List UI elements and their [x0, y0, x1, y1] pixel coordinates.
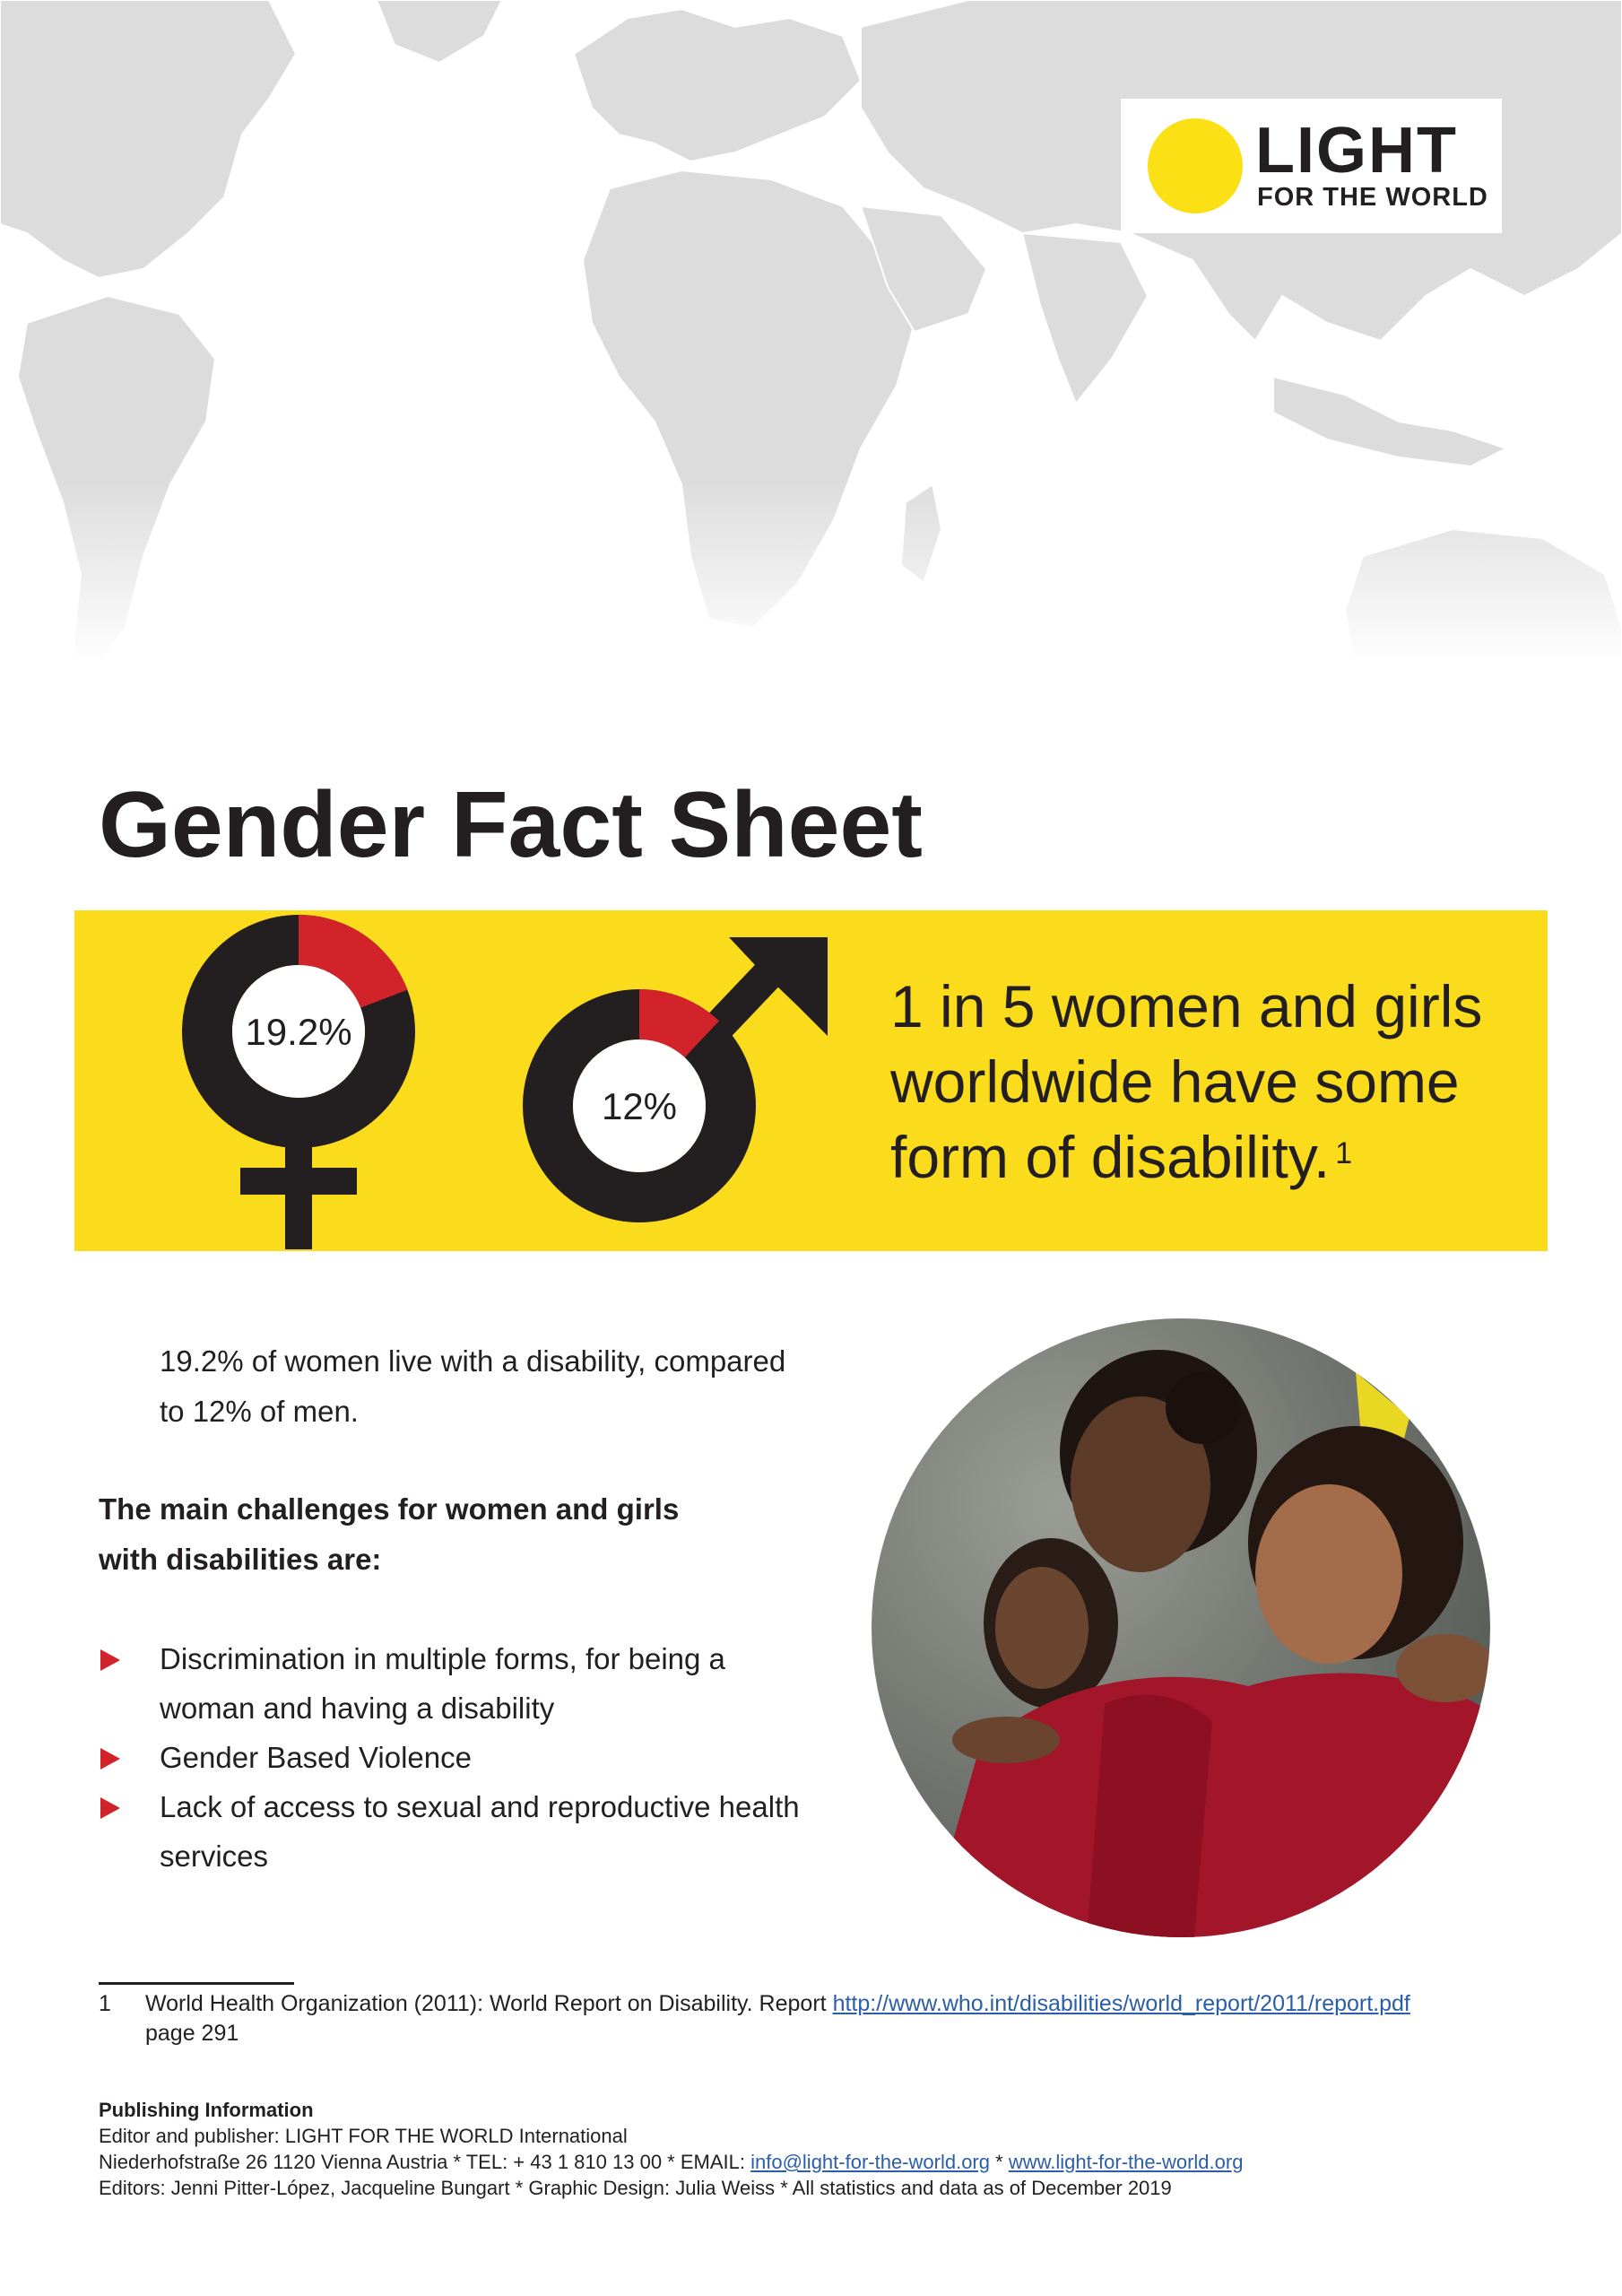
- list-item: [99, 1634, 816, 1733]
- footnote-ref[interactable]: 1: [1335, 1136, 1353, 1170]
- male-symbol-icon: [548, 937, 828, 1197]
- male-percent-label: 12%: [601, 1085, 678, 1127]
- male-disability-arc: [639, 1014, 702, 1039]
- female-symbol-icon: [207, 940, 390, 1249]
- logo-tagline: FOR THE WORLD: [1257, 183, 1488, 212]
- list-item-text: Discrimination in multiple forms, for being a woman and having a disability: [160, 1642, 725, 1725]
- girls-photo: [872, 1318, 1490, 1937]
- publishing-address: Niederhofstraße 26 1120 Vienna Austria * TEL: + 43 1 810 13 00 * EMAIL:: [99, 2151, 745, 2173]
- challenge-list: [99, 1634, 816, 1881]
- intro-text: 19.2% of women live with a disability, compared to 12% of men.: [160, 1344, 786, 1428]
- footnote-rule: [99, 1982, 294, 1985]
- list-item-text: Lack of access to sexual and reproductive health services: [160, 1790, 800, 1873]
- stat-banner: [74, 910, 1548, 1251]
- website-link[interactable]: www.light-for-the-world.org: [1008, 2151, 1244, 2173]
- publishing-info: [99, 2097, 1533, 2201]
- gender-symbols-graphic: [74, 910, 863, 1251]
- logo-sun-icon: [1148, 118, 1243, 213]
- footnote-number: 1: [99, 1991, 111, 2016]
- logo-name: LIGHT: [1255, 115, 1458, 187]
- banner-statement: [890, 969, 1536, 1195]
- publishing-separator: *: [995, 2151, 1003, 2173]
- footnote-page: page 291: [145, 2021, 239, 2046]
- page-title: Gender Fact Sheet: [99, 773, 923, 877]
- bullet-triangle-icon: [100, 1797, 120, 1819]
- publishing-credits: Editors: Jenni Pitter-López, Jacqueline Bungart * Graphic Design: Julia Weiss * All statistics and data as of December 2019: [99, 2177, 1172, 2199]
- publishing-editor: Editor and publisher: LIGHT FOR THE WORLD International: [99, 2125, 628, 2147]
- list-item: [99, 1733, 816, 1782]
- publishing-heading: Publishing Information: [99, 2099, 314, 2121]
- female-percent-label: 19.2%: [245, 1011, 352, 1053]
- light-for-the-world-logo[interactable]: [1121, 99, 1502, 233]
- list-item-text: Gender Based Violence: [160, 1741, 472, 1774]
- email-link[interactable]: info@light-for-the-world.org: [750, 2151, 990, 2173]
- footnote-citation: World Health Organization (2011): World Report on Disability. Report: [145, 1991, 827, 2016]
- footnote-text: [145, 1989, 1544, 2048]
- who-report-link[interactable]: http://www.who.int/disabilities/world_report/2011/report.pdf: [832, 1991, 1410, 2016]
- statement-text: 1 in 5 women and girls worldwide have some form of disability.: [890, 973, 1483, 1190]
- publishing-address-line: [99, 2149, 1533, 2175]
- challenges-heading: The main challenges for women and girls with disabilities are:: [99, 1492, 680, 1576]
- list-item: [99, 1782, 816, 1881]
- bullet-triangle-icon: [100, 1649, 120, 1671]
- bullet-triangle-icon: [100, 1748, 120, 1770]
